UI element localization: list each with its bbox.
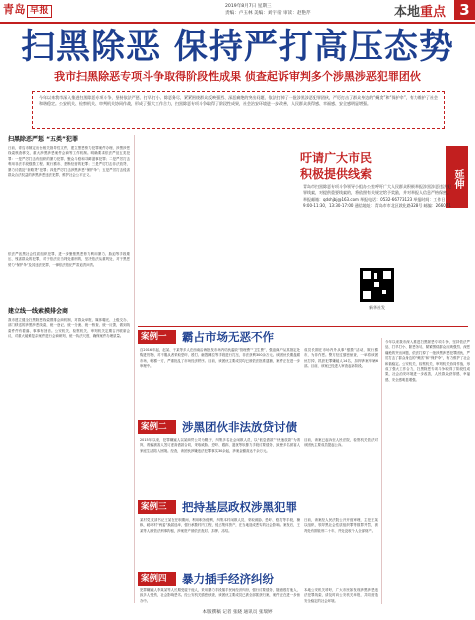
left-paragraph-3: 我市建立健全扫黑除恶线索摸排会商机制，对群众举报、媒体曝光、上级交办、部门移送的涉黑涉恶线索，统一登记、统一分流、统一核查、统一反馈，做到线索件件有着落、事事有回音。公安机关、检察机关、审判机关定期召开联席会议，对重大疑难复杂案件进行会商研判，统一执法尺度，确保案件办理质量。 bbox=[8, 318, 130, 339]
case1-body: 自2016年起，赵某、于某等多人在西南沿海批发市场内结伙滥收“管理费”“卫生费”，强迫商户从其指定处购进货物，对不服从者采取恐吓、殴打、砸毁摊位等手段进行打压，非法获利300余万元。该团伙长期盘踞市场，称霸一方，严重扰乱了市场经济秩序。目前，该团伙主要成员均已被依法批准逮捕，案件正在进一步审理中。 bbox=[140, 348, 300, 369]
sidebar-title-line1: 吁请广大市民 bbox=[300, 151, 373, 165]
case1-label: 案例一 bbox=[138, 330, 176, 344]
case2-body: 2015年以来，犯罪嫌疑人以某商贸公司为幌子，纠集多名社会闲散人员，以“低息借款”“快速放款”为诱饵，诱骗被害人签订虚高借款合同，采取威胁、恐吓、跟踪、滋扰等软暴力手段讨要债务，致使多名被害人家庭生活陷入困境。经查，该团伙涉嫌违法犯罪事实30余起，涉案金额高达千余万元。 bbox=[140, 438, 300, 453]
right-column-text: 今年以来我市深入推进扫黑除恶专项斗争，坚持依法严惩、打早打小、除恶务尽，紧紧围绕群众反映强烈、深恶痛绝的突出问题，依法打掉了一批涉黑涉恶犯罪团伙，严厉打击了群众身边的“蝇贪”和“保护伞”，有力维护了社会和谐稳定。公安机关、检察机关、审判机关协同作战，形成了强大工作合力，扫黑除恶专项斗争取得了阶段性成果，社会治安环境进一步改善，人民群众获得感、幸福感、安全感明显增强。 bbox=[385, 340, 470, 382]
case2-title: 涉黑团伙非法放贷讨债 bbox=[182, 420, 297, 434]
qr-caption: 新华社发 bbox=[369, 305, 385, 310]
left-heading-1: 扫黑除恶严惩 “五类”犯罪 bbox=[8, 136, 78, 143]
case3-title: 把持基层政权涉黑犯罪 bbox=[182, 500, 297, 514]
sidebar-tag: 延伸 bbox=[446, 146, 468, 208]
newspaper-logo bbox=[3, 3, 69, 17]
case3-label: 案例三 bbox=[138, 500, 176, 514]
section-accent: 重点 bbox=[420, 5, 447, 20]
case3-body-right: 日前，该案经人民法院公开开庭审理，主犯王某以组织、领导黑社会性质组织罪等数罪并罚，被判处有期徒刑二十年，并处没收个人全部财产。 bbox=[304, 518, 378, 533]
page-number: 3 bbox=[454, 0, 475, 20]
logo-text: 青岛 bbox=[3, 3, 26, 16]
case1-title: 霸占市场无恶不作 bbox=[182, 330, 274, 344]
left-heading-2: 建立线一线索摸排会商 bbox=[8, 308, 69, 315]
lead-paragraph: 今年以来我市深入推进扫黑除恶专项斗争，坚持依法严惩、打早打小、除恶务尽，紧紧围绕群众反映强烈、深恶痛绝的突出问题，依法打掉了一批涉黑涉恶犯罪团伙，严厉打击了群众身边的“蝇贪”和“保护伞”，有力维护了社会和谐稳定。公安机关、检察机关、审判机关协同作战，形成了强大工作合力，扫黑除恶专项斗争取得了阶段性成果，社会治安环境进一步改善，人民群众获得感、幸福感、安全感明显增强。 bbox=[32, 91, 445, 129]
case2-body-right: 目前，该案已起诉至人民法院，检察机关依法对该团伙主要成员提起公诉。 bbox=[304, 438, 378, 448]
case1-body-right: 成员长期在市场内外从事“强揽”活动，欺行霸市，为非作恶。警方经过缜密侦查，一举将该团伙打掉，抓获犯罪嫌疑人14名，扣押涉案车辆6部。目前，该案已经进入审查起诉阶段。 bbox=[304, 348, 378, 369]
left-paragraph-2: 依法严惩黑社会性质组织犯罪，进一步聚焦黑恶势力利用暴力、胁迫等手段欺压、残害群众的犯罪，对于依法应当判处重刑的，坚决依法从重判处，对于黑恶势力“保护伞”及其违法犯罪，一律依法依纪严肃追责问责。 bbox=[8, 252, 130, 267]
case1-rule bbox=[138, 326, 468, 327]
sidebar-body: 青岛市扫黑除恶专项斗争领导小组办公室呼吁广大人民群众积极举报涉黑涉恶违法犯罪线索，对提供重要线索的，将依照有关规定给予奖励，并对举报人信息严格保密。举报邮箱：qdshjbj@163.com 举报电话：0532-66773123 举报时间：工作日 9:00-11:30，13:30-17:00 通信地址：青岛市市北区敦化路328号 邮编：266071 bbox=[303, 184, 451, 208]
left-paragraph-1: 日前，青岛市制定出台相关指导性文件，建立黑恶势力犯罪案件办理、涉黑涉恶线索核查移交、重大涉黑涉恶案件会商等工作机制。明确要求依法严惩五类犯罪：一是严厉打击有组织的暴力犯罪、聚众斗殴和寻衅滋事犯罪；二是严厉打击利用非法手段强揽工程、欺行霸市、垄断经营的犯罪；三是严厉打击非法放贷、暴力讨债及“套路贷”犯罪；四是严厉打击涉黑涉恶“保护伞”；五是严厉打击侵害群众合法权益的涉黑涉恶违法犯罪，维护社会公平正义。 bbox=[8, 146, 130, 178]
sidebar-title bbox=[300, 150, 390, 182]
case2-label: 案例二 bbox=[138, 420, 176, 434]
page-footer: 本版撰稿 记者 张晓 通讯员 张瑞婷 bbox=[202, 610, 273, 615]
masthead-info bbox=[225, 3, 395, 17]
section-plain: 本地 bbox=[394, 5, 421, 20]
section-title bbox=[394, 1, 446, 20]
sidebar-title-line2: 积极提供线索 bbox=[300, 167, 373, 181]
right-column-divider bbox=[381, 338, 382, 604]
case4-label: 案例四 bbox=[138, 572, 176, 586]
top-divider bbox=[0, 22, 475, 24]
column-divider bbox=[134, 135, 135, 603]
sub-headline: 我市扫黑除恶专项斗争取得阶段性成果 侦查起诉审判多个涉黑涉恶犯罪团伙 bbox=[54, 70, 421, 83]
case4-body: 犯罪嫌疑人李某某等人长期受雇于他人，采用暴力手段插手民间经济纠纷，强行讨要债务，随意殴打他人，致多人受伤，社会影响恶劣。经公安机关缜密侦查，该团伙主要成员已被全部抓获归案，案件正在进一步侦办中。 bbox=[140, 588, 300, 603]
issue-date: 2019年8月7日 星期三 bbox=[225, 4, 272, 9]
main-headline: 扫黑除恶 保持严打高压态势 bbox=[21, 27, 454, 67]
qr-code-icon bbox=[360, 268, 394, 302]
case4-title: 暴力插手经济纠纷 bbox=[182, 572, 274, 586]
editor-credits: 责编：卢玉林 美编：刘宇帝 审读：赵艳芹 bbox=[225, 11, 311, 16]
case4-body-right: 本地公安机关呼吁，广大市民如发现涉黑涉恶违法犯罪线索，请及时向公安机关举报，共同营造安全稳定的社会环境。 bbox=[304, 588, 378, 603]
logo-box: 早报 bbox=[27, 5, 52, 18]
case3-body: 某村党支部书记王某在任职期间，利用职务便利，纠集本村闲散人员，采取威胁、恐吓、殴打等手段，操纵、破坏村“两委”换届选举，强行承揽村内工程，侵占集体资产，在当地造成恶劣的社会影响。案发后，王某等人被依法刑事拘留，涉案资产被依法查封、扣押、冻结。 bbox=[140, 518, 300, 533]
